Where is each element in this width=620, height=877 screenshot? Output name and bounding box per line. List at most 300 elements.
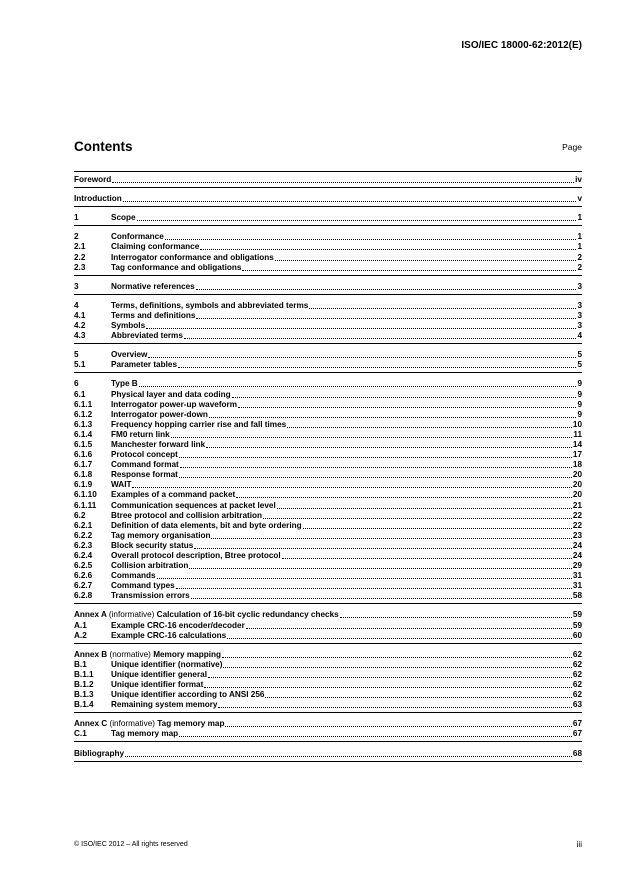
- toc-entry-text: Communication sequences at packet level: [111, 500, 276, 510]
- toc-entry-title: [74, 719, 224, 729]
- toc-divider: [74, 343, 582, 350]
- toc-entry[interactable]: [74, 660, 582, 670]
- toc-entry-text: Example CRC-16 calculations: [111, 630, 227, 640]
- toc-entry-number: 1: [74, 213, 79, 223]
- toc-entry-page: 60: [572, 630, 582, 640]
- toc-leader-dots: [208, 677, 572, 678]
- toc-leader-dots: [176, 588, 572, 589]
- toc-entry-text: Command format: [111, 460, 179, 470]
- toc-entry[interactable]: [74, 480, 582, 490]
- toc-entry-page: 4: [577, 331, 582, 341]
- toc-entry-page: 9: [577, 389, 582, 399]
- toc-entry-number: 6.1: [74, 389, 86, 399]
- toc-entry-number: 6.1.11: [74, 500, 97, 510]
- toc-entry-number: 6.1.8: [74, 470, 93, 480]
- toc-entry-page: 9: [577, 409, 582, 419]
- toc-entry-page: 24: [572, 551, 582, 560]
- toc-entry-text: WAIT: [111, 480, 132, 490]
- toc-entry-number: 6.1.10: [74, 490, 97, 500]
- toc-entry-number: 4.2: [74, 321, 86, 331]
- toc-entry-number: A.2: [74, 630, 87, 640]
- toc-entry-number: 6.1.6: [74, 450, 93, 460]
- toc-divider: [74, 372, 582, 379]
- toc-entry-text: Physical layer and data coding: [111, 389, 231, 399]
- toc-entry-number: B.1: [74, 659, 87, 669]
- toc-entry-title: [111, 282, 195, 292]
- toc-leader-dots: [340, 617, 572, 618]
- toc-entry-title: [111, 541, 193, 551]
- toc-entry-title: [111, 301, 308, 311]
- toc-entry[interactable]: [74, 650, 582, 660]
- toc-entry-page: 59: [572, 610, 582, 620]
- toc-entry-number: 5: [74, 350, 79, 360]
- toc-leader-dots: [232, 397, 577, 398]
- toc-entry-page: 24: [572, 540, 582, 550]
- toc-divider: [74, 206, 582, 213]
- toc-entry-text: Claiming conformance: [111, 242, 200, 252]
- toc-leader-dots: [179, 477, 572, 478]
- toc-entry-text: Tag memory map: [157, 719, 225, 729]
- toc-entry-page: 59: [572, 620, 582, 630]
- toc-entry-number: A.1: [74, 620, 87, 630]
- page-number: iii: [576, 840, 582, 849]
- toc-entry[interactable]: [74, 311, 582, 321]
- toc-entry-title: [111, 430, 170, 440]
- toc-entry-number: 6.1.2: [74, 409, 93, 419]
- toc-entry[interactable]: [74, 719, 582, 729]
- toc-leader-dots: [148, 357, 576, 358]
- toc-entry-text: Examples of a command packet: [111, 490, 236, 500]
- toc-entry-page: 9: [577, 399, 582, 409]
- toc-entry-text: Block security status: [111, 540, 194, 550]
- toc-entry-title: [111, 420, 286, 430]
- toc-entry-page: 22: [572, 510, 582, 520]
- toc-entry-text: Collision arbitration: [111, 561, 189, 571]
- toc-entry-page: 62: [572, 649, 582, 659]
- toc-entry[interactable]: [74, 700, 582, 710]
- toc-leader-dots: [206, 447, 572, 448]
- toc-entry-text: Tag memory organisation: [111, 530, 211, 540]
- toc-entry-text: Unique identifier (normative): [111, 659, 223, 669]
- toc-entry-page: 31: [572, 571, 582, 581]
- toc-entry-number: 6.1.5: [74, 439, 93, 449]
- toc-entry[interactable]: [74, 400, 582, 410]
- toc-entry-text: Manchester forward link: [111, 439, 206, 449]
- toc-entry-text: Overview: [111, 350, 148, 360]
- toc-entry-title: [111, 242, 199, 252]
- toc-entry[interactable]: [74, 460, 582, 470]
- toc-entry-number: 6.2.3: [74, 540, 93, 550]
- toc-leader-dots: [123, 201, 577, 202]
- toc-entry[interactable]: [74, 430, 582, 440]
- toc-entry[interactable]: [74, 680, 582, 690]
- toc-leader-dots: [263, 518, 572, 519]
- toc-entry-number: 6.2.4: [74, 551, 93, 560]
- toc-entry-number: 2.1: [74, 242, 86, 252]
- toc-entry-text: Symbols: [111, 321, 146, 331]
- toc-entry-text: Abbreviated terms: [111, 331, 183, 341]
- toc-entry-text: Terms, definitions, symbols and abbreviated terms: [111, 300, 309, 310]
- toc-entry-number: 6.2.1: [74, 520, 93, 530]
- toc-entry-number: 3: [74, 281, 79, 291]
- toc-entry-title: [111, 581, 175, 591]
- toc-entry-page: 20: [572, 480, 582, 490]
- toc-entry[interactable]: [74, 571, 582, 581]
- toc-entry-page: 14: [572, 439, 582, 449]
- toc-entry-title: [74, 175, 111, 185]
- toc-entry[interactable]: [74, 232, 582, 242]
- toc-entry-title: [111, 263, 241, 273]
- toc-entry-page: 1: [577, 242, 582, 252]
- toc-entry-text: Interrogator power-down: [111, 409, 208, 419]
- annex-type: (informative): [108, 610, 155, 620]
- toc-entry[interactable]: [74, 690, 582, 700]
- toc-entry-text: Overall protocol description, Btree protocol: [111, 551, 281, 560]
- toc-entry-text: Frequency hopping carrier rise and fall times: [111, 419, 287, 429]
- document-id: ISO/IEC 18000-62:2012(E): [461, 40, 582, 51]
- toc-entry[interactable]: [74, 500, 582, 510]
- toc-entry-title: [111, 450, 178, 460]
- toc-entry-text: FM0 return link: [111, 429, 170, 439]
- toc-entry-page: 67: [572, 719, 582, 729]
- toc-entry-page: 5: [577, 360, 582, 370]
- toc-entry-page: 62: [572, 690, 582, 700]
- toc-leader-dots: [303, 528, 572, 529]
- toc-leader-dots: [112, 182, 574, 183]
- toc-entry[interactable]: [74, 470, 582, 480]
- toc-entry-text: Calculation of 16-bit cyclic redundancy checks: [156, 610, 339, 620]
- toc-entry-text: Conformance: [111, 232, 164, 242]
- toc-leader-dots: [227, 638, 572, 639]
- toc-entry-page: 62: [572, 669, 582, 679]
- toc-entry-text: Interrogator power-up waveform: [111, 399, 238, 409]
- toc-entry[interactable]: [74, 282, 582, 292]
- toc-entry[interactable]: [74, 521, 582, 531]
- toc-entry-number: 4: [74, 300, 79, 310]
- page-column-label: Page: [562, 142, 582, 152]
- toc-entry-title: [111, 440, 205, 450]
- toc-entry[interactable]: [74, 561, 582, 571]
- toc-entry-text: Tag conformance and obligations: [111, 262, 242, 272]
- toc-divider: [74, 643, 582, 650]
- toc-entry-text: Type B: [111, 379, 138, 389]
- toc-entry-page: 3: [577, 300, 582, 310]
- toc-entry-title: [111, 561, 188, 571]
- toc-entry-title: [111, 670, 207, 680]
- toc-entry-page: 67: [572, 729, 582, 739]
- toc-entry[interactable]: [74, 175, 582, 185]
- toc-entry-page: v: [577, 194, 582, 204]
- toc-entry-number: 2.3: [74, 262, 86, 272]
- toc-entry-text: Tag memory map: [111, 729, 179, 739]
- toc-entry-text: Introduction: [74, 194, 122, 204]
- toc-entry-number: 6.1.3: [74, 419, 93, 429]
- toc-entry-title: [111, 311, 195, 321]
- toc-entry-page: 68: [572, 748, 582, 758]
- toc-entry[interactable]: [74, 263, 582, 273]
- toc-entry-title: [111, 400, 237, 410]
- toc-entry[interactable]: [74, 610, 582, 620]
- toc-leader-dots: [189, 568, 572, 569]
- toc-entry-title: [111, 621, 245, 631]
- toc-leader-dots: [196, 289, 577, 290]
- toc-leader-dots: [157, 578, 572, 579]
- toc-entry-page: 3: [577, 281, 582, 291]
- toc-divider: [74, 761, 582, 768]
- toc-leader-dots: [180, 467, 572, 468]
- toc-entry-text: Unique identifier general: [111, 669, 207, 679]
- toc-entry-title: [111, 490, 235, 500]
- toc-entry-number: 4.3: [74, 331, 86, 341]
- toc-entry-page: 20: [572, 470, 582, 480]
- toc-entry[interactable]: [74, 331, 582, 341]
- annex-type: (informative): [109, 719, 155, 729]
- toc-entry-page: 11: [573, 429, 582, 439]
- annex-label: Annex C: [74, 719, 108, 729]
- toc-leader-dots: [218, 707, 571, 708]
- toc-entry-title: [111, 321, 145, 331]
- toc-entry[interactable]: [74, 670, 582, 680]
- toc-entry-number: 6.2: [74, 510, 86, 520]
- toc-leader-dots: [179, 736, 572, 737]
- toc-entry-title: [111, 531, 210, 541]
- toc-entry[interactable]: [74, 252, 582, 262]
- toc-entry-number: C.1: [74, 729, 87, 739]
- toc-entry-title: [111, 360, 177, 370]
- toc-divider: [74, 187, 582, 194]
- toc-entry-number: 6: [74, 379, 79, 389]
- toc-leader-dots: [222, 657, 572, 658]
- toc-entry[interactable]: [74, 551, 582, 561]
- toc-entry-number: 6.2.6: [74, 571, 93, 581]
- contents-title: Contents: [74, 139, 133, 154]
- toc-entry[interactable]: [74, 389, 582, 399]
- toc-leader-dots: [196, 318, 576, 319]
- toc-leader-dots: [200, 249, 576, 250]
- toc-entry-title: [111, 331, 183, 341]
- toc-entry[interactable]: [74, 541, 582, 551]
- toc-leader-dots: [236, 497, 572, 498]
- toc-leader-dots: [178, 367, 576, 368]
- toc-entry-page: 62: [572, 680, 582, 690]
- toc-entry-text: Bibliography: [74, 748, 125, 758]
- toc-entry-title: [111, 390, 231, 400]
- toc-entry[interactable]: [74, 631, 582, 641]
- toc-entry-title: [111, 631, 226, 641]
- annex-label: Annex A: [74, 610, 107, 620]
- toc-entry-text: Example CRC-16 encoder/decoder: [111, 620, 245, 630]
- toc-entry-title: [111, 680, 203, 690]
- toc-entry[interactable]: [74, 321, 582, 331]
- toc-leader-dots: [132, 487, 571, 488]
- toc-leader-dots: [139, 386, 577, 387]
- toc-entry-title: [74, 194, 122, 204]
- toc-leader-dots: [191, 598, 572, 599]
- toc-entry-page: 10: [572, 419, 582, 429]
- toc-entry-title: [111, 480, 131, 490]
- toc-divider: [74, 294, 582, 301]
- toc-entry[interactable]: [74, 581, 582, 591]
- toc-entry-page: 1: [577, 232, 582, 242]
- toc-entry-title: [74, 749, 124, 759]
- toc-entry-page: 58: [572, 591, 582, 601]
- toc-entry-page: 5: [577, 350, 582, 360]
- toc-entry-text: Protocol concept: [111, 450, 178, 460]
- toc-leader-dots: [309, 308, 576, 309]
- toc-entry-title: [111, 501, 276, 511]
- toc-entry[interactable]: [74, 301, 582, 311]
- toc-entry[interactable]: [74, 531, 582, 541]
- toc-entry-text: Transmission errors: [111, 591, 190, 601]
- toc-entry-number: 6.2.5: [74, 561, 93, 571]
- toc-entry-number: 6.2.8: [74, 591, 93, 601]
- toc-leader-dots: [179, 457, 572, 458]
- toc-entry-title: [111, 551, 281, 561]
- toc-entry-page: 9: [577, 379, 582, 389]
- toc-entry[interactable]: [74, 620, 582, 630]
- copyright-footer: © ISO/IEC 2012 – All rights reserved: [74, 841, 188, 848]
- toc-leader-dots: [137, 220, 577, 221]
- toc-entry-title: [111, 410, 208, 420]
- toc-entry-title: [111, 660, 222, 670]
- toc-leader-dots: [223, 667, 571, 668]
- toc-entry-page: 21: [572, 500, 582, 510]
- toc-leader-dots: [242, 270, 576, 271]
- toc-entry-title: [74, 650, 221, 660]
- toc-entry-text: Btree protocol and collision arbitration: [111, 510, 263, 520]
- toc-entry-text: Foreword: [74, 175, 112, 185]
- toc-entry-number: 6.1.4: [74, 429, 93, 439]
- toc-entry-page: 63: [572, 700, 582, 710]
- toc-leader-dots: [146, 328, 576, 329]
- toc-entry-text: Command types: [111, 581, 175, 591]
- toc-leader-dots: [125, 756, 572, 757]
- toc-leader-dots: [211, 538, 571, 539]
- toc-entry[interactable]: [74, 213, 582, 223]
- toc-entry-number: B.1.4: [74, 700, 94, 710]
- toc-leader-dots: [225, 726, 571, 727]
- toc-entry-text: Commands: [111, 571, 156, 581]
- toc-entry[interactable]: [74, 490, 582, 500]
- toc-entry-text: Terms and definitions: [111, 310, 196, 320]
- toc-entry-title: [111, 350, 147, 360]
- toc-entry-number: B.1.3: [74, 690, 94, 700]
- toc-entry-text: Memory mapping: [153, 649, 221, 659]
- toc-leader-dots: [165, 239, 577, 240]
- toc-entry-number: 5.1: [74, 360, 86, 370]
- toc-entry-title: [111, 213, 136, 223]
- toc-entry-text: Unique identifier according to ANSI 256: [111, 690, 265, 700]
- toc-leader-dots: [246, 628, 572, 629]
- toc-entry-title: [111, 700, 217, 710]
- toc-entry[interactable]: [74, 511, 582, 521]
- toc-entry-page: 62: [572, 659, 582, 669]
- toc-entry-number: 6.1.7: [74, 460, 93, 470]
- toc-entry-number: 6.1.1: [74, 399, 93, 409]
- toc-entry-page: 20: [572, 490, 582, 500]
- toc-leader-dots: [171, 437, 573, 438]
- toc-entry-text: Remaining system memory: [111, 700, 218, 710]
- toc-entry-number: 4.1: [74, 310, 86, 320]
- toc-entry[interactable]: [74, 194, 582, 204]
- toc-leader-dots: [204, 687, 572, 688]
- toc-entry[interactable]: [74, 729, 582, 739]
- toc-entry[interactable]: [74, 410, 582, 420]
- toc-entry[interactable]: [74, 450, 582, 460]
- toc-entry-page: 18: [572, 460, 582, 470]
- toc-entry[interactable]: [74, 242, 582, 252]
- toc-leader-dots: [265, 697, 571, 698]
- toc-entry-title: [111, 521, 302, 531]
- toc-entry-number: 6.1.9: [74, 480, 93, 490]
- toc-leader-dots: [209, 417, 577, 418]
- toc-entry-page: 1: [577, 213, 582, 223]
- toc-entry-page: 3: [577, 321, 582, 331]
- toc-entry-text: Interrogator conformance and obligations: [111, 252, 274, 262]
- toc-leader-dots: [277, 508, 572, 509]
- toc-entry[interactable]: [74, 440, 582, 450]
- toc-entry-number: B.1.1: [74, 669, 94, 679]
- toc-entry-text: Unique identifier format: [111, 680, 204, 690]
- toc-entry-title: [111, 591, 190, 601]
- toc-entry[interactable]: [74, 748, 582, 758]
- toc-leader-dots: [282, 558, 572, 559]
- toc-entry[interactable]: [74, 420, 582, 430]
- toc-entry-title: [74, 610, 339, 620]
- toc-entry[interactable]: [74, 360, 582, 370]
- toc-entry-text: Response format: [111, 470, 178, 480]
- toc-entry-title: [111, 460, 179, 470]
- toc-entry-page: 17: [572, 450, 582, 460]
- toc-entry[interactable]: [74, 350, 582, 360]
- toc-entry-page: 31: [572, 581, 582, 591]
- toc-entry-text: Parameter tables: [111, 360, 177, 370]
- toc-divider: [74, 275, 582, 282]
- table-of-contents: [74, 171, 582, 768]
- toc-entry-number: B.1.2: [74, 680, 94, 690]
- toc-leader-dots: [184, 338, 577, 339]
- toc-entry-page: 2: [577, 252, 582, 262]
- toc-divider: [74, 225, 582, 232]
- toc-entry-page: 22: [572, 520, 582, 530]
- annex-type: (normative): [109, 649, 151, 659]
- toc-leader-dots: [194, 548, 572, 549]
- toc-entry[interactable]: [74, 379, 582, 389]
- toc-divider: [74, 712, 582, 719]
- toc-divider: [74, 603, 582, 610]
- toc-entry-number: 2: [74, 232, 79, 242]
- toc-entry-title: [111, 470, 178, 480]
- toc-entry[interactable]: [74, 591, 582, 601]
- toc-entry-page: iv: [575, 175, 582, 185]
- toc-entry-text: Normative references: [111, 281, 195, 291]
- toc-divider: [74, 741, 582, 748]
- toc-entry-title: [111, 690, 264, 700]
- toc-leader-dots: [287, 427, 572, 428]
- toc-entry-text: Definition of data elements, bit and byte ordering: [111, 520, 302, 530]
- toc-entry-title: [111, 253, 274, 263]
- annex-label: Annex B: [74, 649, 108, 659]
- toc-entry-page: 2: [577, 262, 582, 272]
- toc-leader-dots: [275, 260, 577, 261]
- toc-entry-page: 23: [572, 530, 582, 540]
- toc-entry-page: 3: [577, 310, 582, 320]
- contents-title-row: [74, 139, 582, 159]
- toc-entry-title: [111, 729, 178, 739]
- toc-entry-number: 6.2.2: [74, 530, 93, 540]
- toc-entry-title: [111, 571, 156, 581]
- toc-entry-number: 6.2.7: [74, 581, 93, 591]
